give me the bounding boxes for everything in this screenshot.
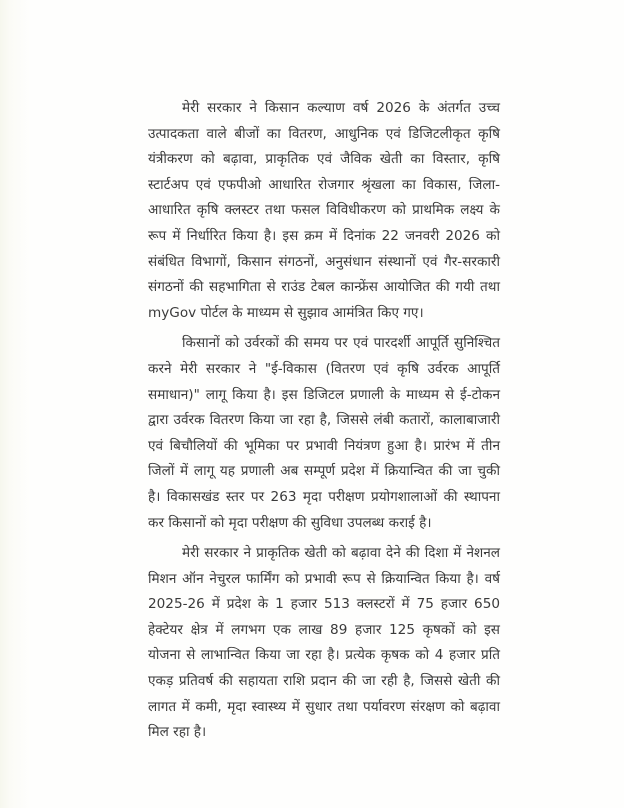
paragraph-natural-farming: मेरी सरकार ने प्राकृतिक खेती को बढ़ावा देने की दिशा में नेशनल मिशन ऑन नेचुरल फार्मिंग को प्रभावी रूप से क्रियान्वित किया है। वर्ष 2025-26 में प्रदेश के 1 हजार 513 क्लस्टरों में 75 हजार 650 हेक्टेयर क्षेत्र में लगभग एक लाख 89 हजार 125 कृषकों को इस योजना से लाभान्वित किया जा रहा है। प्रत्येक कृषक को 4 हजार प्रति एकड़ प्रतिवर्ष की सहायता राशि प्रदान की जा रही है, जिससे खेती की लागत में कमी, मृदा स्वास्थ्य में सुधार तथा पर्यावरण संरक्षण को बढ़ावा मिल रहा है। [148,545,500,741]
paragraph-e-vikas-fertilizer: किसानों को उर्वरकों की समय पर एवं पारदर्शी आपूर्ति सुनिश्चित करने मेरी सरकार ने "ई-विकास (वितरण एवं कृषि उर्वरक आपूर्ति समाधान)" लागू किया है। इस डिजिटल प्रणाली के माध्यम से ई-टोकन द्वारा उर्वरक वितरण किया जा रहा है, जिससे लंबी कतारों, कालाबाजारी एवं बिचौलियों की भूमिका पर प्रभावी नियंत्रण हुआ है। प्रारंभ में तीन जिलों में लागू यह प्रणाली अब सम्पूर्ण प्रदेश में क्रियान्वित की जा चुकी है। विकासखंड स्तर पर 263 मृदा परीक्षण प्रयोगशालाओं की स्थापना कर किसानों को मृदा परीक्षण की सुविधा उपलब्ध कराई है। [148,335,500,531]
paragraph-kisan-kalyan-varsh: मेरी सरकार ने किसान कल्याण वर्ष 2026 के अंतर्गत उच्च उत्पादकता वाले बीजों का वितरण, आधुनिक एवं डिजिटलीकृत कृषि यंत्रीकरण को बढ़ावा, प्राकृतिक एवं जैविक खेती का विस्तार, कृषि स्टार्टअप एवं एफपीओ आधारित रोजगार श्रृंखला का विकास, जिला-आधारित कृषि क्लस्टर तथा फसल विविधीकरण को प्राथमिक लक्ष्य के रूप में निर्धारित किया है। इस क्रम में दिनांक 22 जनवरी 2026 को संबंधित विभागों, किसान संगठनों, अनुसंधान संस्थानों एवं गैर-सरकारी संगठनों की सहभागिता से राउंड टेबल कान्फ्रेंस आयोजित की गयी तथा myGov पोर्टल के माध्यम से सुझाव आमंत्रित किए गए। [148,100,500,321]
document-body [148,96,500,746]
